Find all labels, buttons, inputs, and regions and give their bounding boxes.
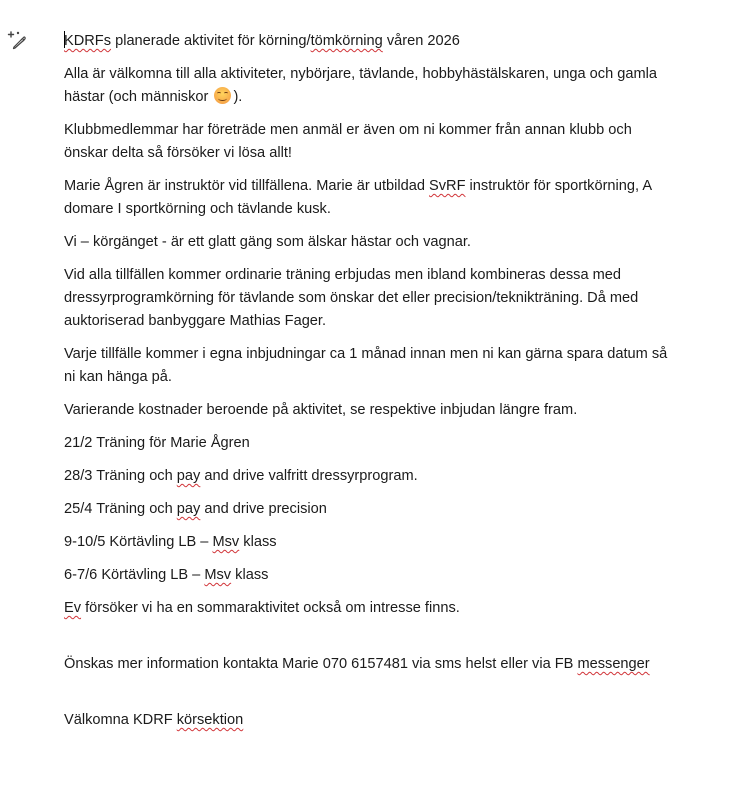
spellcheck-word[interactable]: messenger	[577, 656, 650, 672]
paragraph-members: Klubbmedlemmar har företräde men anmäl er även om ni kommer från annan klubb och önskar delta så försöker vi lösa allt!	[64, 122, 632, 161]
spellcheck-word[interactable]: KDRFs	[64, 33, 112, 49]
event-item: 6-7/6 Körtävling LB – Msv klass	[64, 567, 269, 583]
event-item: 9-10/5 Körtävling LB – Msv klass	[64, 534, 277, 550]
spellcheck-word[interactable]: SvRF	[429, 178, 466, 194]
paragraph-costs: Varierande kostnader beroende på aktivitet, se respektive inbjudan längre fram.	[64, 402, 578, 418]
paragraph-group: Vi – körgänget - är ett glatt gäng som älskar hästar och vagnar.	[64, 234, 471, 250]
paragraph-signoff: Välkomna KDRF körsektion	[64, 712, 244, 728]
paragraph-welcome: Alla är välkomna till alla aktiviteter, nybörjare, tävlande, hobbyhästälskaren, unga och gamla hästar (och människor ).	[64, 66, 657, 105]
document-title: KDRFs planerade aktivitet för körning/tömkörning våren 2026	[64, 33, 460, 49]
paragraph-invites: Varje tillfälle kommer i egna inbjudningar ca 1 månad innan men ni kan gärna spara datum så ni kan hänga på.	[64, 346, 668, 385]
event-item: 25/4 Träning och pay and drive precision	[64, 501, 327, 517]
paragraph-summer: Ev försöker vi ha en sommaraktivitet också om intresse finns.	[64, 600, 460, 616]
paragraph-instructor: Marie Ågren är instruktör vid tillfällena. Marie är utbildad SvRF instruktör för sportkörning, A domare I sportkörning och tävlande kusk.	[64, 178, 652, 217]
spellcheck-word[interactable]: Msv	[212, 534, 240, 550]
paragraph-training: Vid alla tillfällen kommer ordinarie träning erbjudas men ibland kombineras dessa med dressyrprogramkörning för tävlande som önskar det eller precision/teknikträning. Då med auktoriserad banbyggare Mathias Fager.	[64, 267, 639, 329]
spellcheck-word[interactable]: körsektion	[176, 712, 244, 728]
spellcheck-word[interactable]: pay	[176, 501, 201, 517]
event-item: 28/3 Träning och pay and drive valfritt dressyrprogram.	[64, 468, 418, 484]
smiling-face-emoji-icon	[214, 87, 231, 104]
spellcheck-word[interactable]: Msv	[204, 567, 232, 583]
spellcheck-word[interactable]: tömkörning	[310, 33, 383, 49]
paragraph-contact: Önskas mer information kontakta Marie 070 6157481 via sms helst eller via FB messenger	[64, 656, 650, 672]
document-body[interactable]	[64, 30, 674, 742]
ai-rewrite-icon[interactable]	[7, 30, 27, 50]
spellcheck-word[interactable]: pay	[176, 468, 201, 484]
event-item: 21/2 Träning för Marie Ågren	[64, 435, 250, 451]
spellcheck-word[interactable]: Ev	[64, 600, 82, 616]
